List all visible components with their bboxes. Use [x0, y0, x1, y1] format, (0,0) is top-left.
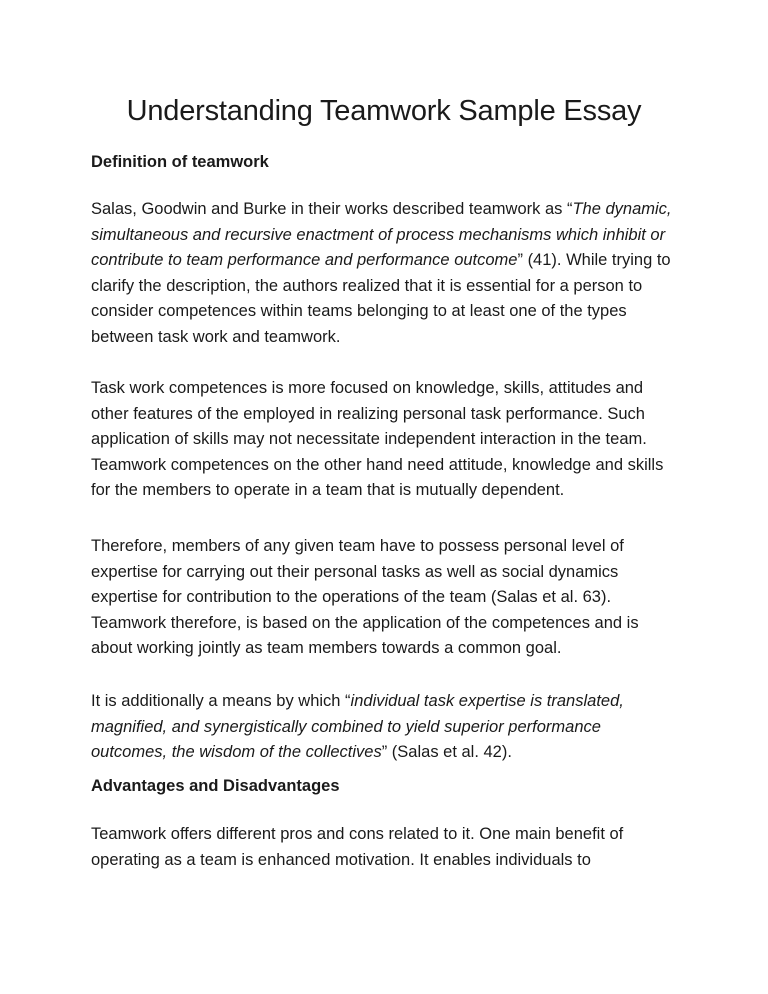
document-title: Understanding Teamwork Sample Essay: [126, 95, 642, 127]
paragraph-team-expertise: Therefore, members of any given team have to possess personal level of expertise for carrying out their personal tasks as well as social dynamics expertise for contribution to the operations of the team (Salas et al. 63). Teamwork therefore, is based on the application of the competences and is about working jointly as team members towards a common goal.: [91, 537, 639, 657]
paragraph-definition-quote: [91, 197, 681, 350]
paragraph-text-before: It is additionally a means by which “: [91, 692, 351, 710]
paragraph-task-work-competences: Task work competences is more focused on knowledge, skills, attitudes and other features of the employed in realizing personal task performance. Such application of skills may not necessitate independent interaction in the team. Teamwork competences on the other hand need attitude, knowledge and skills for the members to operate in a team that is mutually dependent.: [91, 379, 664, 499]
paragraph-collective-wisdom-quote: [91, 689, 681, 766]
paragraph-pros-cons: Teamwork offers different pros and cons related to it. One main benefit of operating as a team is enhanced motivation. It enables individuals to: [91, 825, 624, 869]
paragraph-quote-italic: individual task expertise is translated, magnified, and synergistically combined to yield superior performance outcomes, the wisdom of the collectives: [91, 692, 624, 761]
section-heading-advantages: Advantages and Disadvantages: [91, 777, 340, 795]
paragraph-quote-italic: The dynamic, simultaneous and recursive enactment of process mechanisms which inhibit or contribute to team performance and performance outcome: [91, 200, 672, 269]
paragraph-text-after: ” (41). While trying to clarify the description, the authors realized that it is essential for a person to consider competences within teams belonging to at least one of the types between task work and teamwork.: [91, 251, 671, 346]
paragraph-text-after: ” (Salas et al. 42).: [381, 743, 512, 761]
section-heading-definition: Definition of teamwork: [91, 153, 269, 171]
paragraph-text-before: Salas, Goodwin and Burke in their works described teamwork as “: [91, 200, 573, 218]
